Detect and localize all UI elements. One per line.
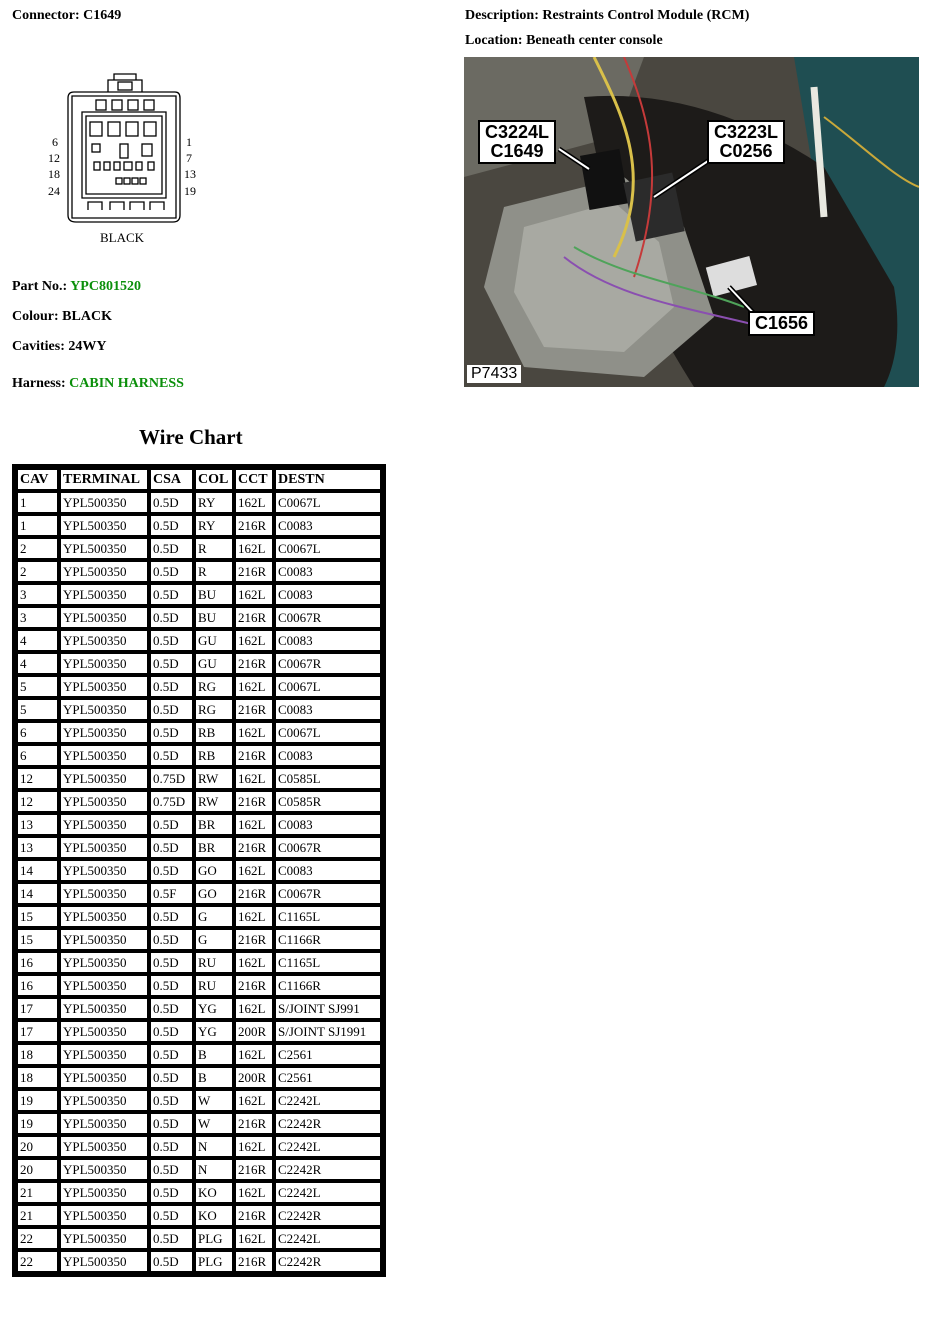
cell-destn: C0083 (275, 814, 381, 835)
cell-cav: 3 (17, 607, 58, 628)
table-row (17, 584, 381, 605)
cell-cav: 13 (17, 814, 58, 835)
cell-csa: 0.5D (150, 906, 193, 927)
cell-destn: C2242R (275, 1205, 381, 1226)
cell-destn: C0067R (275, 883, 381, 904)
cell-col: R (195, 561, 233, 582)
cell-destn: S/JOINT SJ991 (275, 998, 381, 1019)
cell-col: RW (195, 768, 233, 789)
table-row (17, 814, 381, 835)
cell-col: W (195, 1090, 233, 1111)
pin-label-13: 13 (184, 167, 196, 181)
table-row (17, 883, 381, 904)
cell-csa: 0.5D (150, 1251, 193, 1272)
table-row (17, 1067, 381, 1088)
wire-chart-title: Wire Chart (139, 425, 243, 449)
cell-col: RB (195, 722, 233, 743)
cell-cct: 216R (235, 883, 273, 904)
pin-label-24: 24 (48, 184, 60, 198)
callout-c1649: C1649 (490, 141, 544, 161)
cell-terminal: YPL500350 (60, 1090, 148, 1111)
cell-csa: 0.5D (150, 929, 193, 950)
cell-terminal: YPL500350 (60, 538, 148, 559)
cell-cav: 22 (17, 1251, 58, 1272)
cell-destn: C0083 (275, 860, 381, 881)
cell-cav: 19 (17, 1113, 58, 1134)
cell-col: RY (195, 492, 233, 513)
cell-csa: 0.5D (150, 1044, 193, 1065)
cell-cct: 216R (235, 1113, 273, 1134)
cell-destn: C1166R (275, 929, 381, 950)
cell-csa: 0.5D (150, 676, 193, 697)
cell-csa: 0.5D (150, 1182, 193, 1203)
cell-terminal: YPL500350 (60, 561, 148, 582)
cell-cav: 4 (17, 630, 58, 651)
cell-cct: 162L (235, 1044, 273, 1065)
cell-destn: C0067R (275, 607, 381, 628)
cavities (12, 339, 107, 355)
cell-terminal: YPL500350 (60, 1205, 148, 1226)
cell-cct: 162L (235, 584, 273, 605)
table-row (17, 952, 381, 973)
cell-csa: 0.5D (150, 952, 193, 973)
cell-cav: 14 (17, 860, 58, 881)
cell-col: BR (195, 837, 233, 858)
cell-cct: 162L (235, 768, 273, 789)
part-no (12, 279, 141, 295)
cell-terminal: YPL500350 (60, 722, 148, 743)
cell-cct: 162L (235, 1182, 273, 1203)
cell-cct: 162L (235, 492, 273, 513)
cell-terminal: YPL500350 (60, 883, 148, 904)
cell-cav: 15 (17, 929, 58, 950)
cell-destn: S/JOINT SJ1991 (275, 1021, 381, 1042)
cell-col: RY (195, 515, 233, 536)
cell-col: RG (195, 676, 233, 697)
cell-terminal: YPL500350 (60, 1067, 148, 1088)
cell-destn: C1165L (275, 952, 381, 973)
cell-terminal: YPL500350 (60, 676, 148, 697)
cell-destn: C1165L (275, 906, 381, 927)
table-row (17, 1113, 381, 1134)
cell-cct: 216R (235, 1205, 273, 1226)
cell-cav: 16 (17, 975, 58, 996)
harness-value[interactable]: CABIN HARNESS (69, 376, 184, 391)
cell-col: W (195, 1113, 233, 1134)
part-no-label: Part No.: (12, 279, 68, 294)
cell-cav: 2 (17, 538, 58, 559)
pin-label-7: 7 (186, 151, 192, 165)
cell-destn: C0083 (275, 561, 381, 582)
cell-terminal: YPL500350 (60, 1228, 148, 1249)
cell-cav: 1 (17, 515, 58, 536)
colour-label: Colour: (12, 309, 59, 324)
cell-csa: 0.5D (150, 1228, 193, 1249)
cell-csa: 0.5D (150, 837, 193, 858)
cell-cav: 18 (17, 1044, 58, 1065)
cell-destn: C1166R (275, 975, 381, 996)
cell-cct: 200R (235, 1067, 273, 1088)
table-row (17, 1251, 381, 1272)
cell-csa: 0.5D (150, 492, 193, 513)
cell-cav: 20 (17, 1136, 58, 1157)
connector-face-diagram (30, 70, 220, 250)
connector-id (12, 8, 121, 24)
cell-terminal: YPL500350 (60, 837, 148, 858)
header-csa: CSA (150, 469, 193, 490)
cell-cav: 17 (17, 998, 58, 1019)
callout-c3223l-c0256 (707, 120, 785, 164)
cell-terminal: YPL500350 (60, 607, 148, 628)
cell-terminal: YPL500350 (60, 1021, 148, 1042)
photo-id: P7433 (467, 365, 521, 383)
cell-cct: 162L (235, 722, 273, 743)
cell-cav: 12 (17, 791, 58, 812)
header-col: COL (195, 469, 233, 490)
cell-terminal: YPL500350 (60, 814, 148, 835)
cell-col: GO (195, 860, 233, 881)
cell-csa: 0.5D (150, 607, 193, 628)
pin-label-12: 12 (48, 151, 60, 165)
cell-terminal: YPL500350 (60, 1136, 148, 1157)
photo-scene (464, 57, 919, 387)
table-row (17, 1182, 381, 1203)
cell-col: GU (195, 653, 233, 674)
cell-destn: C0083 (275, 584, 381, 605)
cell-destn: C2242L (275, 1136, 381, 1157)
cell-cav: 19 (17, 1090, 58, 1111)
cell-cct: 216R (235, 561, 273, 582)
cell-cct: 216R (235, 653, 273, 674)
cell-destn: C0083 (275, 745, 381, 766)
table-row (17, 998, 381, 1019)
callout-c3223l: C3223L (714, 122, 779, 142)
table-row (17, 722, 381, 743)
table-row (17, 1205, 381, 1226)
cell-terminal: YPL500350 (60, 1159, 148, 1180)
wire-chart-body (17, 492, 381, 1272)
cell-terminal: YPL500350 (60, 791, 148, 812)
cell-terminal: YPL500350 (60, 653, 148, 674)
cell-cav: 6 (17, 745, 58, 766)
cell-destn: C0585L (275, 768, 381, 789)
cell-csa: 0.75D (150, 768, 193, 789)
cell-csa: 0.5D (150, 1159, 193, 1180)
cell-cct: 216R (235, 1159, 273, 1180)
cell-csa: 0.75D (150, 791, 193, 812)
cell-col: KO (195, 1205, 233, 1226)
cell-cct: 200R (235, 1021, 273, 1042)
cell-cct: 162L (235, 814, 273, 835)
table-row (17, 975, 381, 996)
cell-col: RU (195, 975, 233, 996)
cell-cav: 4 (17, 653, 58, 674)
cell-cav: 1 (17, 492, 58, 513)
cell-col: RB (195, 745, 233, 766)
cell-destn: C2242L (275, 1090, 381, 1111)
table-row (17, 699, 381, 720)
colour-value: BLACK (62, 309, 112, 324)
cell-csa: 0.5D (150, 1090, 193, 1111)
cell-col: YG (195, 1021, 233, 1042)
cell-cct: 162L (235, 998, 273, 1019)
cell-cav: 16 (17, 952, 58, 973)
cell-csa: 0.5D (150, 975, 193, 996)
cell-col: BU (195, 607, 233, 628)
cell-destn: C2242L (275, 1228, 381, 1249)
callout-c1656: C1656 (748, 311, 815, 336)
cell-cct: 162L (235, 952, 273, 973)
cell-csa: 0.5D (150, 653, 193, 674)
header-cav: CAV (17, 469, 58, 490)
wire-chart-table (12, 464, 386, 1277)
cavities-label: Cavities: (12, 339, 65, 354)
cell-terminal: YPL500350 (60, 515, 148, 536)
table-row (17, 837, 381, 858)
location (465, 33, 663, 49)
cell-cct: 216R (235, 837, 273, 858)
cell-col: KO (195, 1182, 233, 1203)
cell-destn: C0083 (275, 630, 381, 651)
cell-cct: 216R (235, 929, 273, 950)
table-row (17, 492, 381, 513)
cell-cct: 162L (235, 1090, 273, 1111)
part-no-value[interactable]: YPC801520 (70, 279, 141, 294)
header-terminal: TERMINAL (60, 469, 148, 490)
description (465, 8, 749, 24)
cell-destn: C0067R (275, 653, 381, 674)
cell-col: PLG (195, 1251, 233, 1272)
cell-cav: 6 (17, 722, 58, 743)
cell-col: N (195, 1136, 233, 1157)
pin-label-19: 19 (184, 184, 196, 198)
table-row (17, 1136, 381, 1157)
cell-destn: C2242R (275, 1251, 381, 1272)
cell-col: YG (195, 998, 233, 1019)
table-row (17, 1044, 381, 1065)
cell-terminal: YPL500350 (60, 699, 148, 720)
cell-csa: 0.5D (150, 630, 193, 651)
cell-destn: C0083 (275, 699, 381, 720)
table-row (17, 906, 381, 927)
cell-terminal: YPL500350 (60, 975, 148, 996)
cell-csa: 0.5D (150, 584, 193, 605)
table-row (17, 745, 381, 766)
table-row (17, 607, 381, 628)
cell-terminal: YPL500350 (60, 929, 148, 950)
table-row (17, 653, 381, 674)
cell-destn: C2242L (275, 1182, 381, 1203)
cell-terminal: YPL500350 (60, 1182, 148, 1203)
cell-cct: 162L (235, 1228, 273, 1249)
cell-csa: 0.5D (150, 998, 193, 1019)
cell-cav: 22 (17, 1228, 58, 1249)
pin-label-18: 18 (48, 167, 60, 181)
cell-terminal: YPL500350 (60, 768, 148, 789)
cell-destn: C2242R (275, 1159, 381, 1180)
cell-destn: C0067L (275, 676, 381, 697)
cell-destn: C0083 (275, 515, 381, 536)
header-destn: DESTN (275, 469, 381, 490)
cell-col: BU (195, 584, 233, 605)
diagram-colour-caption: BLACK (100, 230, 145, 245)
cell-csa: 0.5D (150, 1136, 193, 1157)
pin-label-1: 1 (186, 135, 192, 149)
table-row (17, 630, 381, 651)
cell-cav: 3 (17, 584, 58, 605)
cell-col: RU (195, 952, 233, 973)
cell-cct: 216R (235, 1251, 273, 1272)
cell-col: G (195, 929, 233, 950)
description-value: Restraints Control Module (RCM) (542, 8, 750, 23)
cavities-value: 24WY (68, 339, 107, 354)
table-row (17, 791, 381, 812)
cell-cav: 13 (17, 837, 58, 858)
cell-terminal: YPL500350 (60, 906, 148, 927)
cell-cct: 162L (235, 676, 273, 697)
table-row (17, 561, 381, 582)
cell-terminal: YPL500350 (60, 1113, 148, 1134)
cell-cct: 216R (235, 607, 273, 628)
cell-cct: 216R (235, 515, 273, 536)
harness (12, 376, 184, 392)
cell-terminal: YPL500350 (60, 492, 148, 513)
table-row (17, 676, 381, 697)
cell-terminal: YPL500350 (60, 952, 148, 973)
pin-label-6: 6 (52, 135, 58, 149)
cell-cct: 162L (235, 1136, 273, 1157)
cell-terminal: YPL500350 (60, 1044, 148, 1065)
cell-destn: C0067R (275, 837, 381, 858)
description-label: Description: (465, 8, 539, 23)
cell-cav: 14 (17, 883, 58, 904)
table-row (17, 1090, 381, 1111)
table-header-row (17, 469, 381, 490)
cell-destn: C0067L (275, 538, 381, 559)
table-row (17, 768, 381, 789)
cell-destn: C0067L (275, 722, 381, 743)
cell-csa: 0.5D (150, 722, 193, 743)
cell-cct: 162L (235, 630, 273, 651)
cell-csa: 0.5D (150, 745, 193, 766)
cell-cav: 12 (17, 768, 58, 789)
cell-cav: 15 (17, 906, 58, 927)
cell-col: GO (195, 883, 233, 904)
cell-terminal: YPL500350 (60, 860, 148, 881)
cell-cav: 21 (17, 1182, 58, 1203)
colour (12, 309, 112, 325)
connector-label: Connector: (12, 8, 80, 23)
cell-csa: 0.5D (150, 1067, 193, 1088)
cell-cav: 18 (17, 1067, 58, 1088)
cell-col: B (195, 1067, 233, 1088)
cell-cav: 17 (17, 1021, 58, 1042)
cell-terminal: YPL500350 (60, 584, 148, 605)
cell-cav: 20 (17, 1159, 58, 1180)
cell-terminal: YPL500350 (60, 998, 148, 1019)
cell-destn: C2561 (275, 1044, 381, 1065)
table-row (17, 1021, 381, 1042)
cell-cav: 2 (17, 561, 58, 582)
cell-cct: 216R (235, 791, 273, 812)
cell-terminal: YPL500350 (60, 745, 148, 766)
cell-col: RW (195, 791, 233, 812)
cell-cct: 216R (235, 745, 273, 766)
table-row (17, 538, 381, 559)
table-row (17, 1159, 381, 1180)
cell-cav: 5 (17, 699, 58, 720)
header-cct: CCT (235, 469, 273, 490)
cell-cav: 21 (17, 1205, 58, 1226)
cell-destn: C0585R (275, 791, 381, 812)
cell-destn: C2242R (275, 1113, 381, 1134)
cell-col: G (195, 906, 233, 927)
cell-cct: 216R (235, 975, 273, 996)
cell-terminal: YPL500350 (60, 1251, 148, 1272)
table-row (17, 1228, 381, 1249)
cell-col: R (195, 538, 233, 559)
cell-csa: 0.5D (150, 814, 193, 835)
cell-csa: 0.5D (150, 1113, 193, 1134)
cell-csa: 0.5D (150, 561, 193, 582)
cell-csa: 0.5F (150, 883, 193, 904)
location-value: Beneath center console (526, 33, 663, 48)
connector-value: C1649 (83, 8, 122, 23)
cell-col: BR (195, 814, 233, 835)
cell-col: N (195, 1159, 233, 1180)
harness-label: Harness: (12, 376, 66, 391)
table-row (17, 929, 381, 950)
cell-csa: 0.5D (150, 699, 193, 720)
cell-cav: 5 (17, 676, 58, 697)
table-row (17, 860, 381, 881)
cell-csa: 0.5D (150, 515, 193, 536)
callout-c0256: C0256 (719, 141, 773, 161)
callout-c3224l-c1649 (478, 120, 556, 164)
cell-destn: C0067L (275, 492, 381, 513)
cell-csa: 0.5D (150, 538, 193, 559)
table-row (17, 515, 381, 536)
cell-col: GU (195, 630, 233, 651)
cell-col: B (195, 1044, 233, 1065)
cell-cct: 216R (235, 699, 273, 720)
cell-csa: 0.5D (150, 1205, 193, 1226)
location-label: Location: (465, 33, 523, 48)
cell-col: RG (195, 699, 233, 720)
cell-cct: 162L (235, 860, 273, 881)
callout-c3224l: C3224L (485, 122, 550, 142)
location-photo (464, 57, 919, 387)
cell-col: PLG (195, 1228, 233, 1249)
cell-terminal: YPL500350 (60, 630, 148, 651)
cell-destn: C2561 (275, 1067, 381, 1088)
cell-csa: 0.5D (150, 1021, 193, 1042)
cell-csa: 0.5D (150, 860, 193, 881)
cell-cct: 162L (235, 906, 273, 927)
cell-cct: 162L (235, 538, 273, 559)
